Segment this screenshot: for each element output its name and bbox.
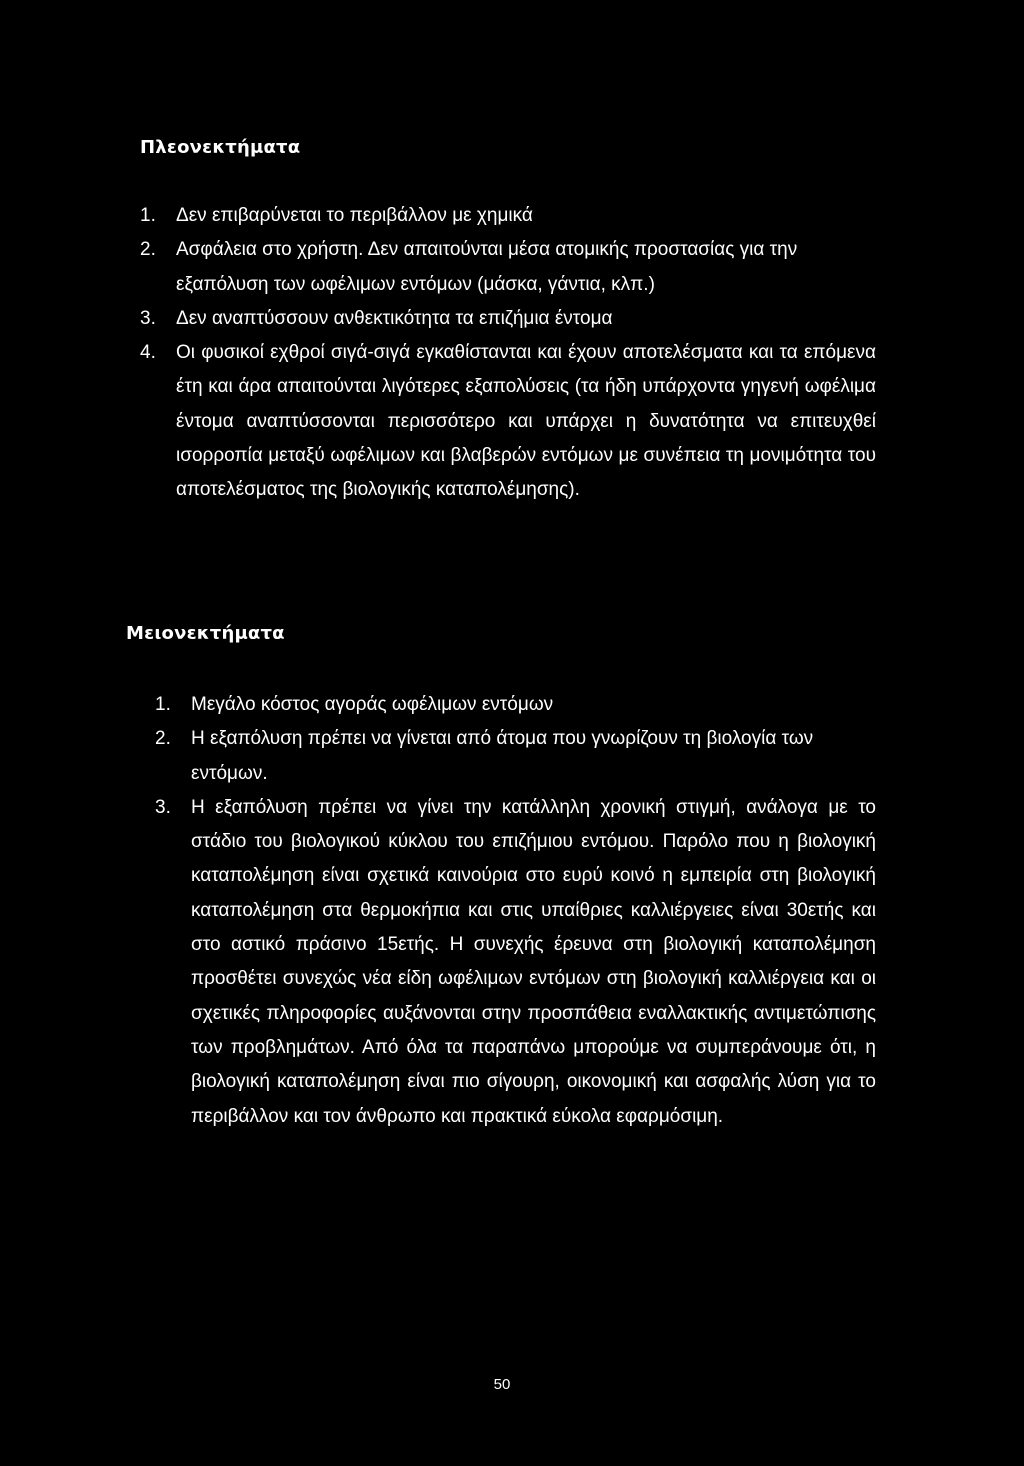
- disadvantages-list: [155, 688, 876, 1134]
- item-text: Η εξαπόλυση πρέπει να γίνεται από άτομα που γνωρίζουν τη βιολογία των εντόμων.: [191, 728, 814, 784]
- list-item: [140, 199, 876, 233]
- item-text: Δεν επιβαρύνεται το περιβάλλον με χημικά: [176, 205, 533, 226]
- list-item: [140, 302, 876, 336]
- list-item: [140, 336, 876, 507]
- advantages-list: [140, 199, 876, 508]
- item-number: 2.: [155, 728, 171, 750]
- advantages-heading: Πλεονεκτήματα: [140, 137, 301, 158]
- list-item: [155, 688, 876, 722]
- item-number: 1.: [155, 694, 171, 715]
- disadvantages-heading: Μειονεκτήματα: [126, 623, 285, 644]
- list-item: [155, 722, 876, 791]
- item-text: Μεγάλο κόστος αγοράς ωφέλιμων εντόμων: [191, 694, 554, 715]
- item-text: Ασφάλεια στο χρήστη. Δεν απαιτούνται μέσα ατομικής προστασίας για την εξαπόλυση των ωφέλιμων εντόμων (μάσκα, γάντια, κλπ.): [176, 239, 798, 295]
- item-number: 4.: [140, 342, 156, 364]
- item-text: Οι φυσικοί εχθροί σιγά-σιγά εγκαθίστανται και έχουν αποτελέσματα και τα επόμενα έτη και άρα απαιτούνται λιγότερες εξαπολύσεις (τα ήδη υπάρχοντα γηγενή ωφέλιμα έντομα αναπτύσσονται περισσότερο και υπάρχει η δυνατότητα να επιτευχθεί ισορροπία μεταξύ ωφέλιμων και βλαβερών εντόμων με συνέπεια τη μονιμότητα του αποτελέσματος της βιολογικής καταπολέμησης).: [176, 342, 876, 501]
- page-number: 50: [493, 1376, 511, 1393]
- item-number: 2.: [140, 239, 156, 261]
- list-item: [140, 233, 876, 302]
- item-text: Δεν αναπτύσσουν ανθεκτικότητα τα επιζήμια έντομα: [176, 307, 613, 329]
- item-number: 3.: [155, 796, 171, 818]
- item-number: 3.: [140, 307, 156, 329]
- item-text: Η εξαπόλυση πρέπει να γίνει την κατάλληλη χρονική στιγμή, ανάλογα με το στάδιο του βιολογικού κύκλου του επιζήμιου εντόμου. Παρόλο που η βιολογική καταπολέμηση είναι σχετικά καινούρια στο ευρύ κοινό η εμπειρία στη βιολογική καταπολέμηση στα θερμοκήπια και στις υπαίθριες καλλιέργειες είναι 30ετής και στο αστικό πράσινο 15ετής. Η συνεχής έρευνα στη βιολογική καταπολέμηση προσθέτει συνεχώς νέα είδη ωφέλιμων εντόμων στη βιολογική καλλιέργεια και οι σχετικές πληροφορίες αυξάνονται στην προσπάθεια εναλλακτικής αντιμετώπισης των προβλημάτων. Από όλα τα παραπάνω μπορούμε να συμπεράνουμε ότι, η βιολογική καταπολέμηση είναι πιο σίγουρη, οικονομική και ασφαλής λύση για το περιβάλλον και τον άνθρωπο και πρακτικά εύκολα εφαρμόσιμη.: [191, 796, 876, 1127]
- list-item: [155, 791, 876, 1134]
- item-number: 1.: [140, 205, 156, 226]
